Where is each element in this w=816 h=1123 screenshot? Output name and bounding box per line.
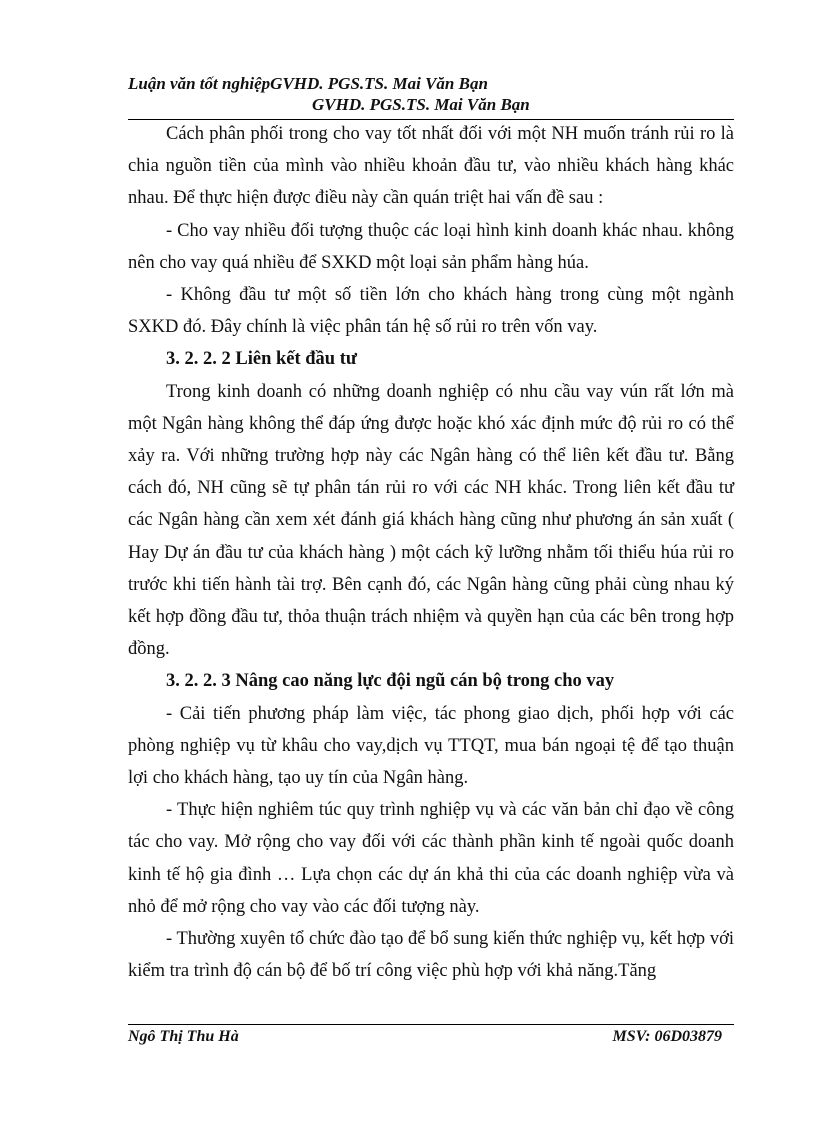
paragraph: - Cho vay nhiều đối tượng thuộc các loại hình kinh doanh khác nhau. không nên cho vay quá nhiều để SXKD một loại sản phẩm hàng húa. — [128, 220, 734, 273]
footer-rule — [128, 1024, 734, 1025]
header-advisor: GVHD. PGS.TS. Mai Văn Bạn — [312, 95, 530, 114]
footer-author: Ngô Thị Thu Hà — [128, 1028, 239, 1045]
footer-student-id: MSV: 06D03879 — [612, 1028, 722, 1045]
paragraph: - Thường xuyên tổ chức đào tạo để bổ sung kiến thức nghiệp vụ, kết hợp với kiểm tra trình độ cán bộ để bố trí công việc phù hợp với khả năng.Tăng — [128, 929, 734, 982]
paragraph: - Cải tiến phương pháp làm việc, tác phong giao dịch, phối hợp với các phòng nghiệp vụ từ khâu cho vay,dịch vụ TTQT, mua bán ngoại tệ để tạo thuận lợi cho khách hàng, tạo uy tín của Ngân hàng. — [128, 703, 734, 789]
paragraph: Cách phân phối trong cho vay tốt nhất đối với một NH muốn tránh rủi ro là chia nguồn tiền của mình vào nhiều khoản đầu tư, vào nhiều khách hàng khác nhau. Để thực hiện được điều này cần quán triệt hai vấn đề sau : — [128, 124, 734, 209]
paragraph: - Không đầu tư một số tiền lớn cho khách hàng trong cùng một ngành SXKD đó. Đây chính là việc phân tán hệ số rủi ro trên vốn vay. — [128, 285, 734, 338]
paragraph: - Thực hiện nghiêm túc quy trình nghiệp vụ và các văn bản chỉ đạo về công tác cho vay. Mở rộng cho vay đối với các thành phần kinh tế ngoài quốc doanh kinh tế hộ gia đình … Lựa chọn các dự án khả thi của các doanh nghiệp vừa và nhỏ để mở rộng cho vay vào các đối tượng này. — [128, 800, 734, 917]
page-body — [128, 118, 734, 987]
header-title: Luận văn tốt nghiệpGVHD. PGS.TS. Mai Văn Bạn — [128, 74, 488, 93]
section-heading: 3. 2. 2. 3 Nâng cao năng lực đội ngũ cán bộ trong cho vay — [166, 671, 615, 692]
paragraph: Trong kinh doanh có những doanh nghiệp có nhu cầu vay vún rất lớn mà một Ngân hàng không thể đáp ứng được hoặc khó xác định mức độ rủi ro có thể xảy ra. Với những trường hợp này các Ngân hàng có thể liên kết đầu tư. Bằng cách đó, NH cũng sẽ tự phân tán rủi ro với các NH khác. Trong liên kết đầu tư các Ngân hàng cần xem xét đánh giá khách hàng cũng như phương án sản xuất ( Hay Dự án đầu tư của khách hàng ) một cách kỹ lưỡng nhằm tối thiểu húa rủi ro trước khi tiến hành tài trợ. Bên cạnh đó, các Ngân hàng cũng phải cùng nhau ký kết hợp đồng đầu tư, thỏa thuận trách nhiệm và quyền hạn của các bên trong hợp đồng. — [128, 381, 734, 660]
section-heading: 3. 2. 2. 2 Liên kết đầu tư — [166, 349, 357, 370]
